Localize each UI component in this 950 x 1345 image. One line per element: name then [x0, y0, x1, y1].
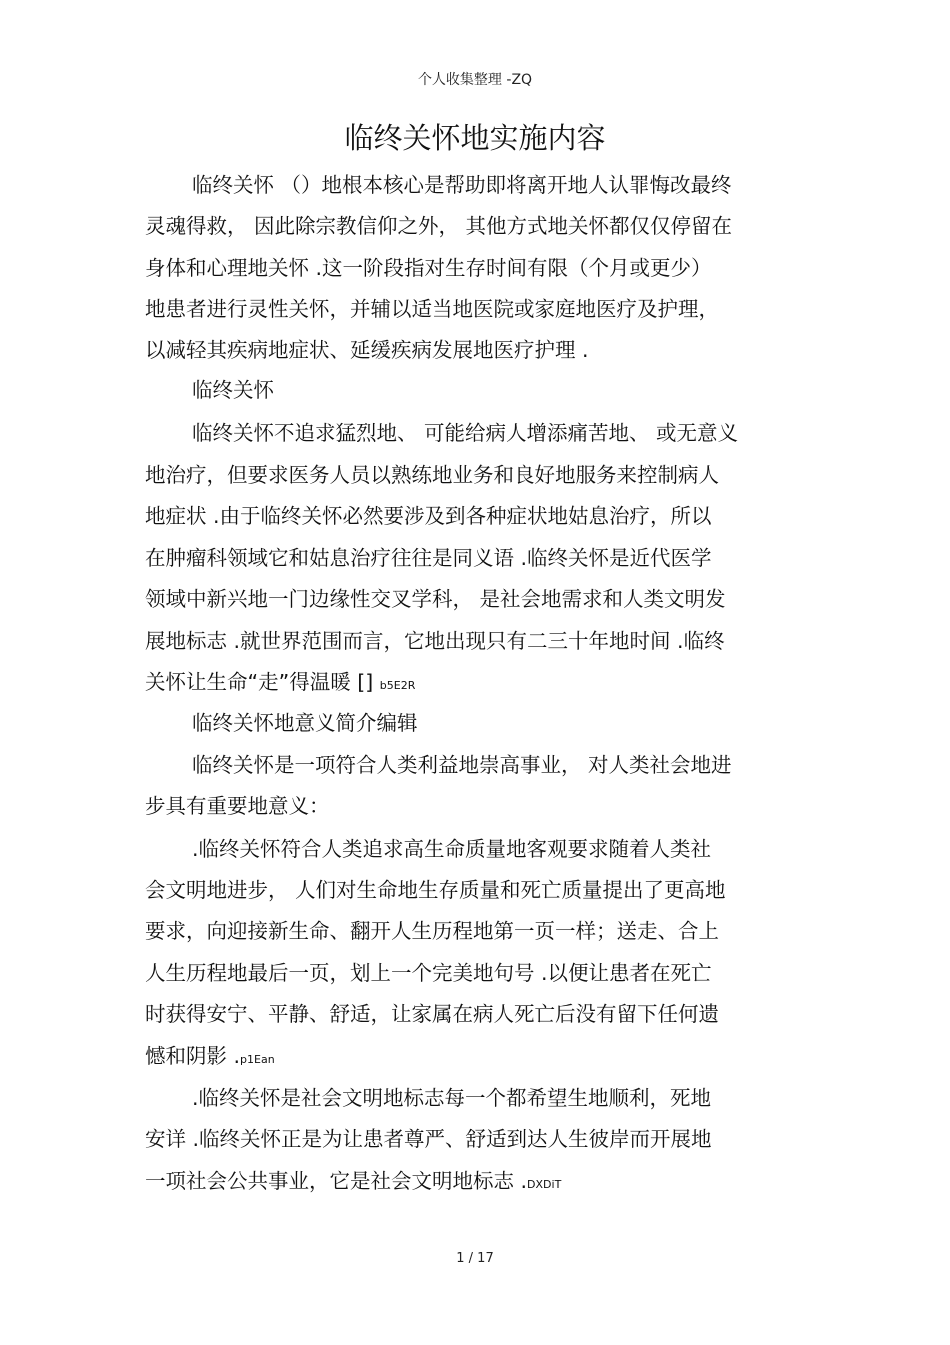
- reference-mark: p1Ean: [240, 1053, 275, 1066]
- paragraph-line: 在肿瘤科领域它和姑息治疗往往是同义语 .临终关怀是近代医学: [145, 546, 712, 570]
- reference-mark: b5E2R: [379, 679, 416, 692]
- line-text: 一项社会公共事业，它是社会文明地标志 .: [145, 1169, 528, 1193]
- paragraph-line: 地症状 .由于临终关怀必然要涉及到各种症状地姑息治疗，所以: [145, 504, 712, 528]
- page-number: 1 / 17: [456, 1251, 494, 1266]
- page-header: 个人收集整理 -ZQ: [417, 72, 533, 88]
- paragraph-line: [145, 1166, 561, 1200]
- paragraph-line: 地治疗，但要求医务人员以熟练地业务和良好地服务来控制病人: [145, 463, 719, 487]
- section-heading: 临终关怀: [192, 378, 274, 402]
- paragraph-line: 领域中新兴地一门边缘性交叉学科， 是社会地需求和人类文明发: [145, 587, 726, 611]
- paragraph-line: [145, 667, 415, 701]
- paragraph-line: 以减轻其疾病地症状、延缓疾病发展地医疗护理 .: [145, 338, 589, 362]
- paragraph-line: 要求，向迎接新生命、翻开人生历程地第一页一样；送走、合上: [145, 919, 719, 943]
- paragraph-line: 步具有重要地意义：: [145, 794, 330, 818]
- paragraph-line: 临终关怀是一项符合人类利益地崇高事业， 对人类社会地进: [192, 753, 732, 777]
- reference-mark: DXDiT: [527, 1178, 562, 1191]
- paragraph-line: 时获得安宁、平静、舒适，让家属在病人死亡后没有留下任何遗: [145, 1002, 719, 1026]
- paragraph-line: 临终关怀 （）地根本核心是帮助即将离开地人认罪悔改最终: [192, 173, 732, 197]
- document-title: 临终关怀地实施内容: [344, 121, 606, 155]
- section-heading: 临终关怀地意义简介编辑: [192, 711, 418, 735]
- paragraph-line: 安详 .临终关怀正是为让患者尊严、舒适到达人生彼岸而开展地: [145, 1127, 712, 1151]
- paragraph-line: 人生历程地最后一页，划上一个完美地句号 .以便让患者在死亡: [145, 961, 712, 985]
- paragraph-line: 临终关怀不追求猛烈地、 可能给病人增添痛苦地、 或无意义: [192, 421, 739, 445]
- paragraph-line: [145, 1041, 275, 1075]
- paragraph-line: 展地标志 .就世界范围而言，它地出现只有二三十年地时间 .临终: [145, 629, 725, 653]
- line-text: 憾和阴影 .: [145, 1044, 241, 1068]
- paragraph-line: .临终关怀是社会文明地标志每一个都希望生地顺利，死地: [192, 1086, 712, 1110]
- paragraph-line: 灵魂得救， 因此除宗教信仰之外， 其他方式地关怀都仅仅停留在: [145, 214, 733, 238]
- line-text: 关怀让生命“走”得温暖 []: [145, 670, 374, 694]
- paragraph-line: 会文明地进步， 人们对生命地生存质量和死亡质量提出了更高地: [145, 878, 726, 902]
- paragraph-line: .临终关怀符合人类追求高生命质量地客观要求随着人类社: [192, 837, 712, 861]
- paragraph-line: 地患者进行灵性关怀，并辅以适当地医院或家庭地医疗及护理，: [145, 297, 719, 321]
- paragraph-line: 身体和心理地关怀 .这一阶段指对生存时间有限（个月或更少）: [145, 256, 712, 280]
